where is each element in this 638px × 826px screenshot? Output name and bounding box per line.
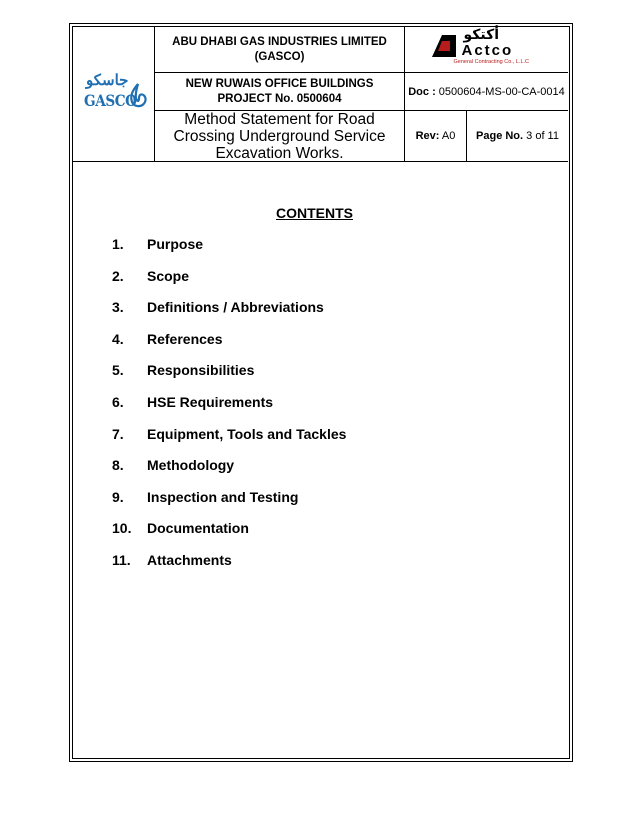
toc-label: Attachments — [147, 551, 232, 568]
title-line-1: Method Statement for Road — [184, 110, 375, 128]
doc-label: Doc : — [408, 85, 436, 98]
toc-item — [112, 362, 512, 394]
gasco-logo-arabic: جاسكو — [86, 70, 129, 89]
gasco-logo — [78, 69, 148, 119]
toc-number: 1. — [112, 236, 124, 252]
company-abbrev: (GASCO) — [254, 51, 305, 63]
toc-number: 7. — [112, 425, 124, 442]
project-cell — [154, 72, 405, 111]
toc-label: HSE Requirements — [147, 393, 274, 410]
title-line-3: Excavation Works. — [215, 144, 344, 162]
page-value: 3 of 11 — [526, 130, 559, 142]
toc-number: 11. — [112, 551, 131, 568]
doc-value: 0500604-MS-00-CA-0014 — [438, 85, 565, 98]
company-name-cell — [154, 26, 405, 73]
toc-item — [112, 457, 512, 489]
toc-number: 3. — [112, 299, 124, 316]
actco-logo-cell — [404, 26, 568, 73]
company-name: ABU DHABI GAS INDUSTRIES LIMITED — [172, 36, 387, 48]
revision-cell — [404, 110, 467, 162]
toc-label: Purpose — [147, 236, 204, 252]
actco-logo — [432, 29, 542, 69]
document-title-cell — [154, 110, 405, 162]
toc-label: Scope — [147, 267, 190, 284]
page-number-cell — [466, 110, 568, 162]
toc-number: 5. — [112, 362, 124, 379]
header-divider — [72, 161, 568, 162]
toc-label: Equipment, Tools and Tackles — [147, 425, 347, 442]
project-number: PROJECT No. 0500604 — [217, 92, 342, 105]
rev-label: Rev: — [415, 130, 440, 142]
doc-number-cell — [404, 72, 568, 111]
actco-mark-icon — [432, 35, 456, 57]
gasco-logo-cell — [72, 26, 155, 162]
title-line-2: Crossing Underground Service — [173, 127, 386, 145]
toc-label: Methodology — [147, 457, 235, 474]
contents-heading: CONTENTS — [276, 205, 353, 221]
toc-number: 10. — [112, 520, 132, 537]
toc-number: 9. — [112, 488, 124, 505]
toc-label: References — [147, 330, 223, 347]
actco-logo-arabic: أكتكو — [463, 27, 500, 43]
toc-number: 4. — [112, 330, 124, 347]
toc-number: 2. — [112, 267, 124, 284]
toc-label: Definitions / Abbreviations — [147, 299, 324, 316]
table-of-contents — [112, 236, 512, 584]
gasco-logo-text: GASCO — [84, 90, 137, 110]
toc-number: 8. — [112, 457, 124, 474]
toc-item — [112, 299, 512, 331]
toc-number: 6. — [112, 393, 124, 410]
toc-item — [112, 331, 512, 363]
gasco-flame-icon — [128, 83, 148, 109]
actco-logo-subtitle: General Contracting Co., L.L.C — [453, 59, 530, 65]
toc-item — [112, 394, 512, 426]
toc-item — [112, 552, 512, 584]
toc-item — [112, 520, 512, 552]
toc-item — [112, 236, 512, 268]
rev-value: A0 — [441, 130, 456, 142]
project-name: NEW RUWAIS OFFICE BUILDINGS — [185, 77, 374, 90]
actco-logo-text: Actco — [461, 42, 514, 59]
toc-label: Inspection and Testing — [147, 488, 299, 505]
toc-item — [112, 426, 512, 458]
toc-item — [112, 489, 512, 521]
toc-label: Responsibilities — [147, 362, 255, 379]
toc-item — [112, 268, 512, 300]
page-label: Page No. — [476, 130, 524, 142]
toc-label: Documentation — [147, 520, 249, 537]
